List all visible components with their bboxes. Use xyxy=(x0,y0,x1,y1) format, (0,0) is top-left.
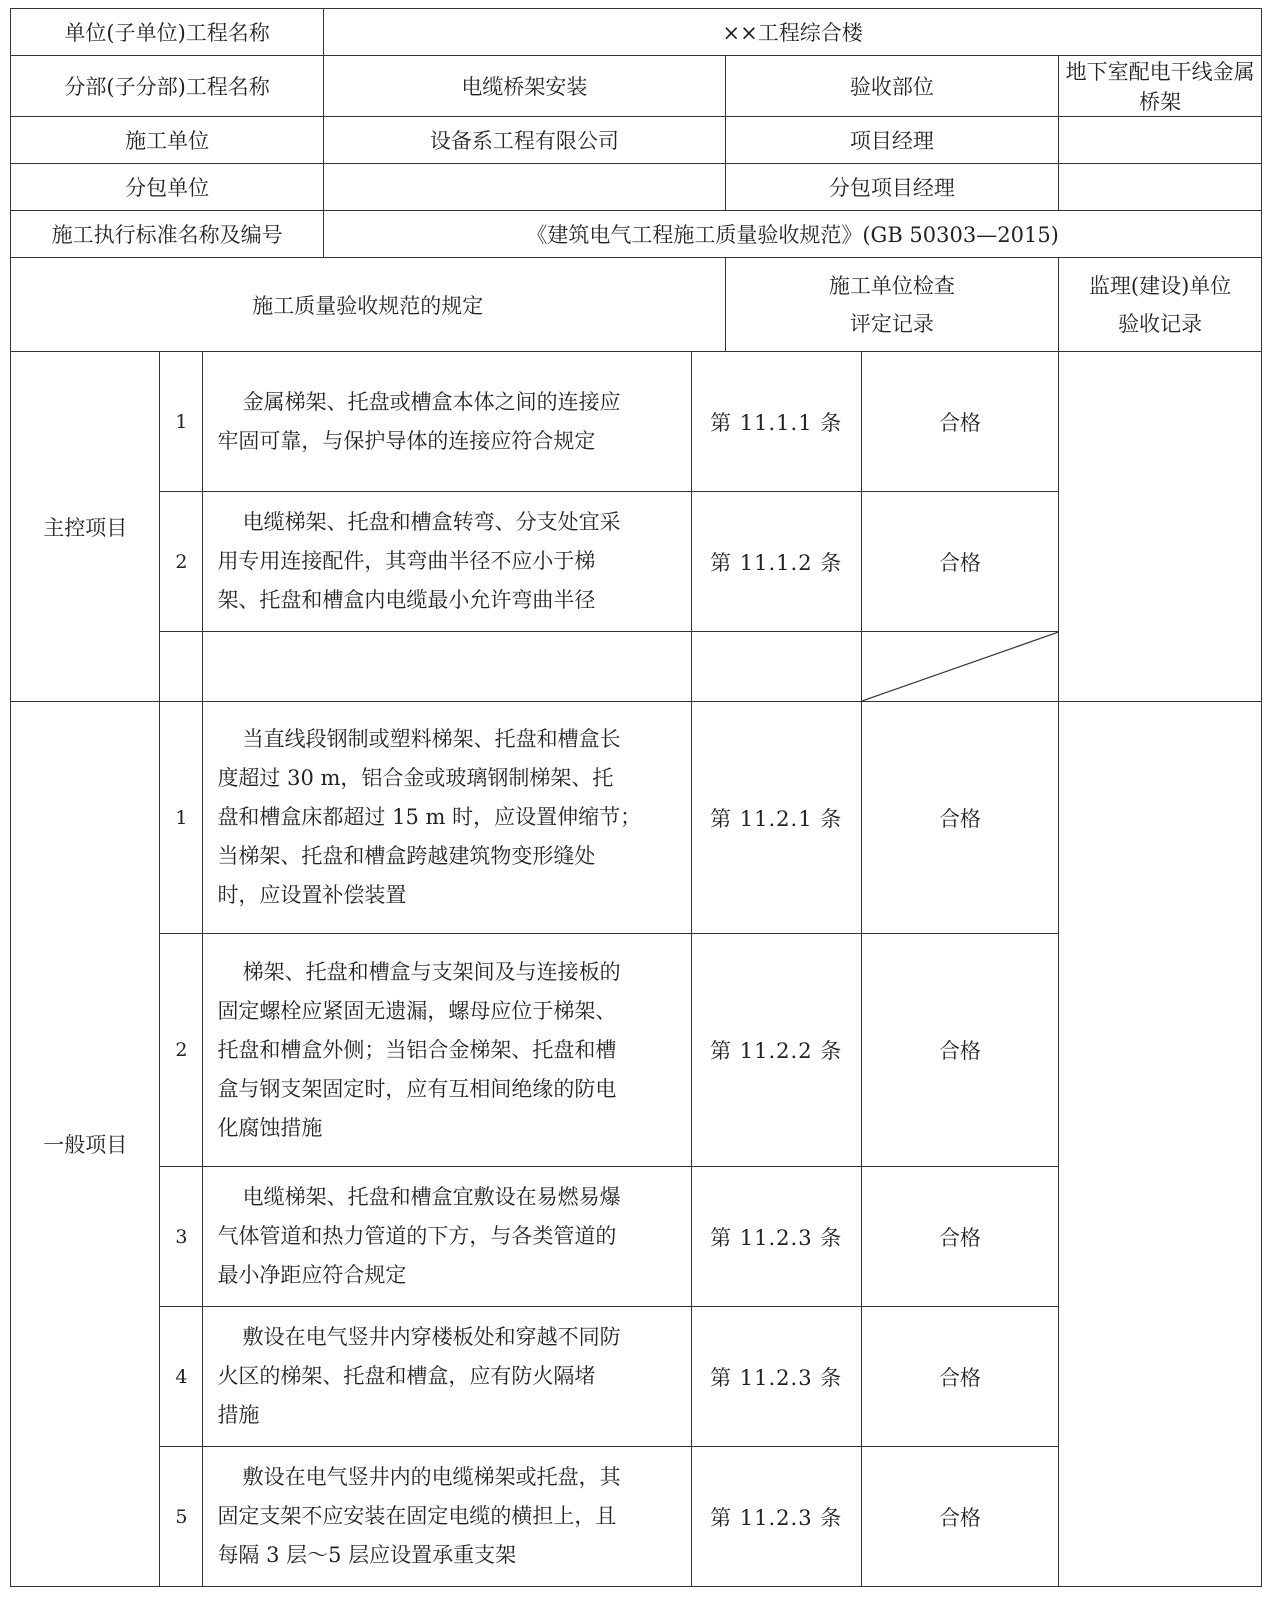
desc-line: 固定支架不应安装在固定电缆的横担上，且 xyxy=(217,1504,617,1528)
desc-line: 电缆梯架、托盘和槽盒转弯、分支处宜采 xyxy=(242,510,621,534)
acceptance-form xyxy=(10,8,1262,1606)
desc-line: 度超过 30 m，铝合金或玻璃钢制梯架、托 xyxy=(217,766,614,790)
item-result: 合格 xyxy=(861,1307,1059,1447)
desc-line: 化腐蚀措施 xyxy=(217,1115,323,1140)
item-clause: 第 11.2.3 条 xyxy=(691,1167,861,1307)
desc-line: 盘和槽盒床都超过 15 m 时，应设置伸缩节； xyxy=(217,805,642,829)
desc-line: 敷设在电气竖井内的电缆梯架或托盘，其 xyxy=(242,1465,621,1489)
desc-line: 气体管道和热力管道的下方，与各类管道的 xyxy=(217,1224,617,1248)
item-result: 合格 xyxy=(861,1447,1059,1587)
sub-project-value: 电缆桥架安装 xyxy=(324,56,725,117)
column-header-row xyxy=(11,258,1262,352)
item-result: 合格 xyxy=(861,1167,1059,1307)
desc-line: 时，应设置补偿装置 xyxy=(217,883,407,907)
contractor-label: 施工单位 xyxy=(11,117,324,164)
check-column-header xyxy=(725,258,1059,352)
desc-line: 当梯架、托盘和槽盒跨越建筑物变形缝处 xyxy=(217,844,596,868)
desc-line: 当直线段钢制或塑料梯架、托盘和槽盒长 xyxy=(242,727,621,751)
header-row-contractor xyxy=(11,117,1262,164)
desc-line: 敷设在电气竖井内穿楼板处和穿越不同防 xyxy=(242,1325,621,1349)
supervise-column-header xyxy=(1059,258,1262,352)
sub-project-manager-value xyxy=(1059,164,1262,211)
project-manager-label: 项目经理 xyxy=(725,117,1059,164)
sub-project-label: 分部(子分部)工程名称 xyxy=(11,56,324,117)
empty-description-cell xyxy=(203,632,691,702)
desc-line: 用专用连接配件，其弯曲半径不应小于梯 xyxy=(217,549,596,573)
item-clause: 第 11.2.3 条 xyxy=(691,1307,861,1447)
unit-name-value: ××工程综合楼 xyxy=(324,9,1262,56)
desc-line: 最小净距应符合规定 xyxy=(217,1263,407,1287)
supervise-header-line1: 监理(建设)单位 xyxy=(1088,273,1232,298)
header-row-standard xyxy=(11,211,1262,258)
item-number: 1 xyxy=(160,702,203,934)
item-clause: 第 11.1.2 条 xyxy=(691,492,861,632)
diagonal-line xyxy=(862,632,1059,701)
desc-line: 措施 xyxy=(217,1403,260,1427)
item-description xyxy=(203,702,691,934)
item-number: 2 xyxy=(160,492,203,632)
desc-line: 梯架、托盘和槽盒与支架间及与连接板的 xyxy=(242,959,621,984)
item-description xyxy=(203,1447,691,1587)
diagonal-slash-cell xyxy=(861,632,1059,702)
check-header-line2: 评定记录 xyxy=(849,311,934,336)
general-supervise-cell xyxy=(1059,702,1262,1587)
acceptance-part-label: 验收部位 xyxy=(725,56,1059,117)
item-clause: 第 11.1.1 条 xyxy=(691,352,861,492)
table-row xyxy=(11,352,1262,492)
main-control-group-label: 主控项目 xyxy=(11,352,160,702)
item-description xyxy=(203,492,691,632)
acceptance-part-value: 地下室配电干线金属桥架 xyxy=(1059,56,1262,117)
item-description xyxy=(203,934,691,1167)
item-number: 5 xyxy=(160,1447,203,1587)
header-row-subcontractor xyxy=(11,164,1262,211)
header-row-sub xyxy=(11,56,1262,117)
subcontractor-label: 分包单位 xyxy=(11,164,324,211)
unit-name-label: 单位(子单位)工程名称 xyxy=(11,9,324,56)
empty-number-cell xyxy=(160,632,203,702)
inspection-table xyxy=(10,8,1262,1587)
standard-value: 《建筑电气工程施工质量验收规范》(GB 50303—2015) xyxy=(324,211,1262,258)
main-control-supervise-cell xyxy=(1059,352,1262,702)
item-number: 3 xyxy=(160,1167,203,1307)
item-result: 合格 xyxy=(861,702,1059,934)
item-description xyxy=(203,352,691,492)
header-row-unit xyxy=(11,9,1262,56)
desc-line: 电缆梯架、托盘和槽盒宜敷设在易燃易爆 xyxy=(242,1185,621,1209)
standard-label: 施工执行标准名称及编号 xyxy=(11,211,324,258)
general-group-label: 一般项目 xyxy=(11,702,160,1587)
desc-line: 托盘和槽盒外侧；当铝合金梯架、托盘和槽 xyxy=(217,1037,617,1062)
desc-line: 固定螺栓应紧固无遗漏，螺母应位于梯架、 xyxy=(217,998,617,1023)
item-number: 2 xyxy=(160,934,203,1167)
item-result: 合格 xyxy=(861,934,1059,1167)
item-clause: 第 11.2.2 条 xyxy=(691,934,861,1167)
sub-project-manager-label: 分包项目经理 xyxy=(725,164,1059,211)
item-description xyxy=(203,1167,691,1307)
table-row xyxy=(11,702,1262,934)
project-manager-value xyxy=(1059,117,1262,164)
contractor-value: 设备系工程有限公司 xyxy=(324,117,725,164)
desc-line: 金属梯架、托盘或槽盒本体之间的连接应 xyxy=(242,389,621,414)
item-result: 合格 xyxy=(861,352,1059,492)
desc-line: 盒与钢支架固定时，应有互相间绝缘的防电 xyxy=(217,1076,617,1101)
subcontractor-value xyxy=(324,164,725,211)
supervise-header-line2: 验收记录 xyxy=(1118,311,1203,336)
desc-line: 牢固可靠，与保护导体的连接应符合规定 xyxy=(217,428,596,453)
desc-line: 每隔 3 层～5 层应设置承重支架 xyxy=(217,1543,517,1567)
empty-clause-cell xyxy=(691,632,861,702)
check-header-line1: 施工单位检查 xyxy=(828,273,955,298)
item-clause: 第 11.2.3 条 xyxy=(691,1447,861,1587)
item-number: 1 xyxy=(160,352,203,492)
spec-column-header: 施工质量验收规范的规定 xyxy=(11,258,726,352)
item-number: 4 xyxy=(160,1307,203,1447)
item-result: 合格 xyxy=(861,492,1059,632)
item-clause: 第 11.2.1 条 xyxy=(691,702,861,934)
item-description xyxy=(203,1307,691,1447)
desc-line: 火区的梯架、托盘和槽盒，应有防火隔堵 xyxy=(217,1364,596,1388)
desc-line: 架、托盘和槽盒内电缆最小允许弯曲半径 xyxy=(217,588,596,612)
